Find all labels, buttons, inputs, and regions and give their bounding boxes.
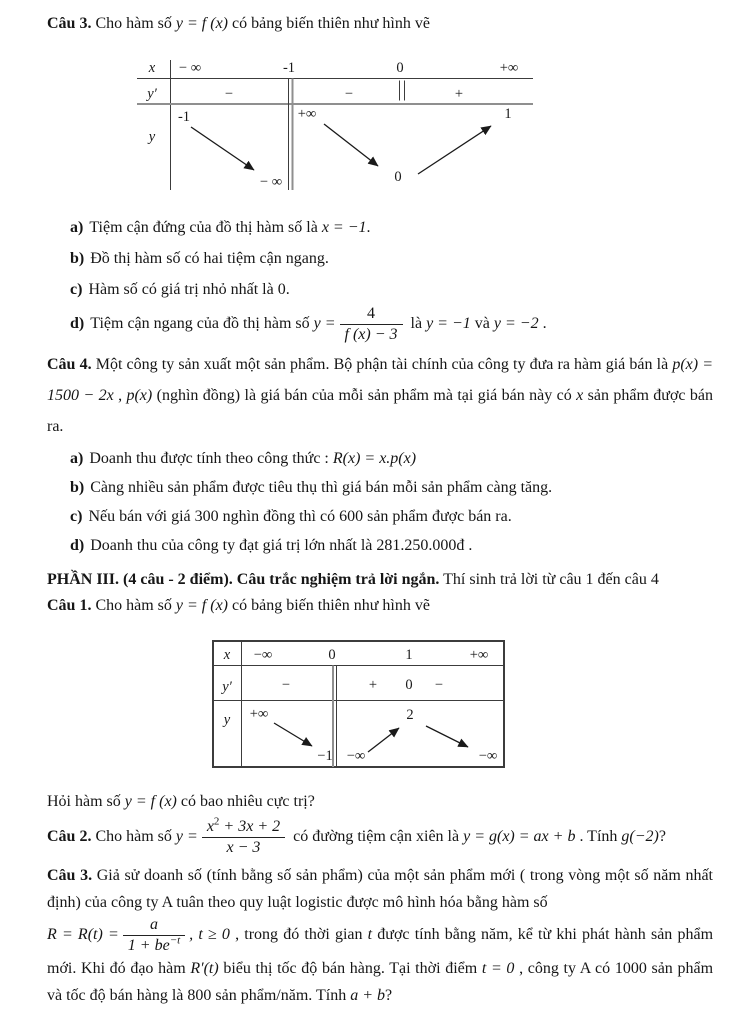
p3q1-heading bbox=[47, 593, 713, 619]
p3q3-text: , công ty A có 1000 sản phẩm và tốc độ bán hàng là 800 sản phẩm/năm. Tính bbox=[47, 960, 714, 1004]
q3-option-d bbox=[47, 305, 713, 344]
x-row-label: x bbox=[148, 60, 156, 76]
math-run: R′(t) bbox=[190, 960, 219, 977]
part3-heading-bold: PHẦN III. (4 câu - 2 điểm). Câu trắc nghiệm trả lời ngắn. bbox=[47, 571, 440, 588]
yprime-sign: − bbox=[224, 86, 234, 102]
fraction-numerator bbox=[202, 815, 285, 838]
x-value: −∞ bbox=[253, 647, 273, 663]
option-text: Tiệm cận ngang của đồ thị hàm số bbox=[90, 315, 314, 333]
q4-text: sản phẩm được bán ra. bbox=[47, 387, 714, 435]
p3q3-text: được tính bằng năm, kể từ khi phát hành sản phẩm mới. Khi đó đạo hàm bbox=[47, 926, 714, 977]
math-run: t bbox=[367, 926, 373, 944]
q4-option-a bbox=[47, 444, 713, 473]
decreasing-arrow bbox=[324, 124, 378, 166]
math-run: R = R(t) = bbox=[47, 926, 119, 944]
x-row-label: x bbox=[223, 647, 231, 663]
q3-option-a bbox=[47, 212, 713, 243]
option-text: Hàm số có giá trị nhỏ nhất là 0. bbox=[88, 281, 290, 298]
question-text: Hỏi hàm số bbox=[47, 793, 125, 810]
option-label: a) bbox=[70, 450, 84, 467]
part3-heading-rest: Thí sinh trả lời từ câu 1 đến câu 4 bbox=[439, 571, 659, 588]
x-value: -1 bbox=[282, 60, 296, 76]
yprime-sign: + bbox=[368, 677, 378, 693]
math-run: p(x) bbox=[126, 387, 153, 404]
p3q1-variation-table bbox=[212, 640, 505, 768]
question-text: có bao nhiêu cực trị? bbox=[176, 793, 315, 810]
q4-text: Một công ty sản xuất một sản phẩm. Bộ phận tài chính của công ty đưa ra hàm giá bán là bbox=[91, 356, 673, 373]
option-text: Doanh thu được tính theo công thức : bbox=[89, 450, 333, 467]
q3-label: Câu 3. bbox=[47, 15, 92, 32]
fraction-denominator: x − 3 bbox=[226, 839, 261, 856]
option-text: và bbox=[470, 315, 494, 333]
q3-option-b bbox=[47, 243, 713, 274]
p3q1-intro-tail: có bảng biến thiên như hình vẽ bbox=[228, 597, 430, 614]
p3q2-label: Câu 2. bbox=[47, 828, 92, 846]
option-text: Nếu bán với giá 300 nghìn đồng thì có 600 sản phẩm được bán ra. bbox=[88, 508, 512, 525]
option-text: . bbox=[538, 315, 547, 333]
math-run: R(x) = x.p(x) bbox=[332, 450, 417, 467]
q4-options bbox=[47, 444, 713, 560]
option-label: d) bbox=[70, 537, 85, 554]
part3-heading bbox=[47, 567, 713, 593]
x-value: +∞ bbox=[499, 60, 519, 76]
option-label: c) bbox=[70, 281, 83, 298]
x-value: 0 bbox=[328, 647, 336, 663]
yprime-sign: − bbox=[281, 677, 291, 693]
math-run: a + b bbox=[350, 987, 385, 1004]
p3q1-intro: Cho hàm số bbox=[91, 597, 176, 614]
p3q3-text: biểu thị tốc độ bán hàng. Tại thời điểm bbox=[218, 960, 482, 977]
decreasing-arrow bbox=[426, 726, 468, 747]
y-value: −∞ bbox=[478, 748, 498, 764]
q3-options bbox=[47, 212, 713, 344]
p3q2-text: Cho hàm số bbox=[91, 828, 176, 846]
p3q3-text: Giả sử doanh số (tính bằng số sản phẩm) của một sản phẩm mới ( trong vòng một số năm nhất định) của công ty A tuân theo quy luật logistic được mô hình hóa bằng hàm số bbox=[47, 867, 714, 911]
increasing-arrow bbox=[418, 126, 491, 174]
fraction-numerator: 4 bbox=[340, 305, 403, 325]
y-value: −1 bbox=[317, 748, 333, 764]
y-value: +∞ bbox=[249, 706, 269, 722]
exponent: 2 bbox=[213, 815, 220, 828]
exponent: −t bbox=[169, 934, 181, 947]
option-label: b) bbox=[70, 250, 85, 267]
option-text: Doanh thu của công ty đạt giá trị lớn nhất là 281.250.000đ . bbox=[90, 537, 473, 554]
q4-text: (nghìn đồng) là giá bán của mỗi sản phẩm mà tại giá bán này có bbox=[152, 387, 577, 404]
q4-option-c bbox=[47, 502, 713, 531]
p3q3-label: Câu 3. bbox=[47, 867, 93, 884]
x-value: − ∞ bbox=[178, 60, 202, 76]
option-text: Đồ thị hàm số có hai tiệm cận ngang. bbox=[90, 250, 329, 267]
option-text: . bbox=[366, 219, 371, 236]
math-run: y = bbox=[313, 315, 336, 333]
decreasing-arrow bbox=[191, 127, 254, 170]
option-text: là bbox=[406, 315, 427, 333]
q4-option-d bbox=[47, 531, 713, 560]
yprime-sign: − bbox=[434, 677, 444, 693]
math-run: 1 + be bbox=[127, 937, 170, 954]
p3q3-text: , trong đó thời gian bbox=[229, 926, 368, 944]
yprime-sign: + bbox=[454, 86, 464, 102]
yprime-row-label: y′ bbox=[147, 86, 157, 102]
option-label: c) bbox=[70, 508, 83, 525]
math-run: x = −1 bbox=[321, 219, 367, 236]
p3q1-label: Câu 1. bbox=[47, 597, 92, 614]
q4-option-b bbox=[47, 473, 713, 502]
p3q2-statement bbox=[47, 815, 713, 857]
p3q2-text: ? bbox=[658, 828, 666, 846]
x-value: 0 bbox=[396, 60, 404, 76]
decreasing-arrow bbox=[274, 723, 312, 746]
yprime-row-label: y′ bbox=[222, 679, 232, 695]
p3q3-text: ? bbox=[385, 987, 393, 1004]
y-value: −∞ bbox=[346, 748, 366, 764]
p3q3-statement-1 bbox=[47, 862, 713, 916]
math-run: x bbox=[206, 818, 214, 835]
option-label: a) bbox=[70, 219, 84, 236]
y-value: 1 bbox=[504, 106, 512, 122]
q4-label: Câu 4. bbox=[47, 356, 92, 373]
x-value: +∞ bbox=[469, 647, 489, 663]
yprime-sign: 0 bbox=[405, 677, 413, 693]
math-run: y = bbox=[175, 828, 198, 846]
y-row-label: y bbox=[148, 129, 156, 145]
math-run: t = 0 bbox=[481, 960, 515, 977]
math-run: g(−2) bbox=[621, 828, 659, 846]
math-run: y = −2 bbox=[493, 315, 539, 333]
x-value: 1 bbox=[405, 647, 413, 663]
q3-intro: Cho hàm số bbox=[91, 15, 176, 32]
y-value: 0 bbox=[394, 169, 402, 185]
fraction-denominator bbox=[123, 936, 185, 955]
option-text: Càng nhiều sản phẩm được tiêu thụ thì giá bán mỗi sản phẩm càng tăng. bbox=[90, 479, 553, 496]
y-value: − ∞ bbox=[259, 174, 283, 190]
yprime-sign: − bbox=[344, 86, 354, 102]
option-text: Tiệm cận đứng của đồ thị hàm số là bbox=[89, 219, 322, 236]
q3-intro-tail: có bảng biến thiên như hình vẽ bbox=[228, 15, 430, 32]
fraction-numerator: a bbox=[123, 916, 185, 936]
q3-intro-math: y = f (x) bbox=[175, 15, 229, 32]
y-value: 2 bbox=[406, 707, 414, 723]
y-value: +∞ bbox=[297, 106, 317, 122]
math-run: y = −1 bbox=[426, 315, 471, 333]
p3q2-text: có đường tiệm cận xiên là bbox=[289, 828, 464, 846]
math-run: + 3x + 2 bbox=[219, 818, 281, 835]
p3q2-text: . Tính bbox=[575, 828, 622, 846]
math-run: x bbox=[576, 387, 584, 404]
math-run: y = g(x) = ax + b bbox=[463, 828, 576, 846]
q4-text: , bbox=[113, 387, 127, 404]
math-run: p(x) = 1500 − 2x bbox=[47, 356, 713, 404]
fraction bbox=[123, 916, 185, 955]
q3-heading bbox=[47, 11, 713, 37]
q3-option-c bbox=[47, 274, 713, 305]
p3q3-statement-2 bbox=[47, 916, 713, 1009]
option-label: b) bbox=[70, 479, 85, 496]
p3q1-question bbox=[47, 789, 713, 815]
option-label: d) bbox=[70, 315, 85, 333]
q3-variation-table bbox=[135, 57, 535, 191]
fraction bbox=[340, 305, 403, 344]
q4-statement bbox=[47, 349, 713, 442]
math-run: y = f (x) bbox=[175, 597, 229, 614]
fraction-denominator: f (x) − 3 bbox=[344, 326, 398, 343]
math-run: y = f (x) bbox=[124, 793, 177, 810]
math-run: , t ≥ 0 bbox=[189, 926, 230, 944]
increasing-arrow bbox=[368, 728, 399, 752]
fraction bbox=[202, 815, 285, 857]
y-value: -1 bbox=[177, 109, 191, 125]
y-row-label: y bbox=[223, 712, 231, 728]
